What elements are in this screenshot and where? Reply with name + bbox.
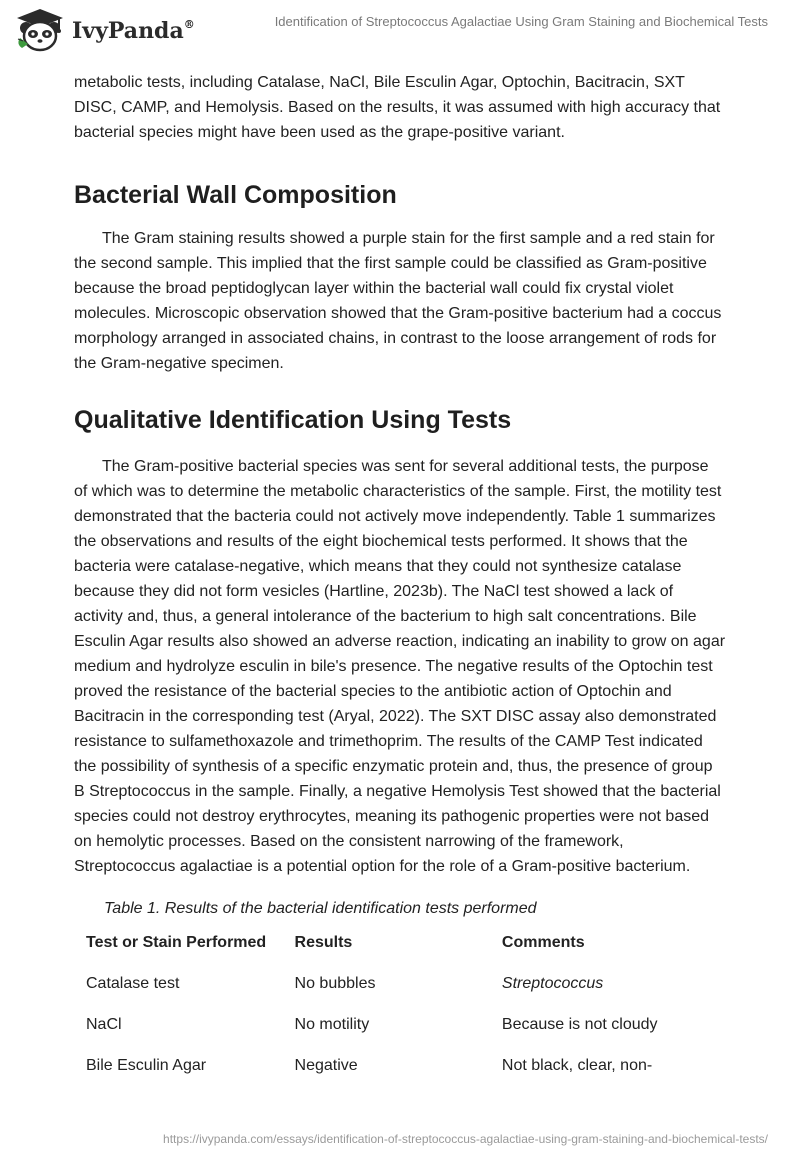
ivypanda-logo[interactable]	[14, 8, 195, 52]
section-heading-qualitative-identification: Qualitative Identification Using Tests	[74, 406, 512, 434]
results-table	[74, 934, 726, 1098]
table-cell: Because is not cloudy	[501, 1016, 658, 1033]
table-header-cell: Results	[294, 934, 353, 951]
table-cell: Not black, clear, non-	[501, 1057, 653, 1074]
table-header-cell: Test or Stain Performed	[86, 934, 267, 951]
brand-name: IvyPanda®	[72, 17, 195, 44]
section-heading-wall-composition: Bacterial Wall Composition	[74, 181, 397, 209]
source-url-link[interactable]: https://ivypanda.com/essays/identification-of-streptococcus-agalactiae-using-gram-staining-and-biochemical-tests/	[163, 1132, 768, 1146]
qualitative-identification-paragraph: The Gram-positive bacterial species was sent for several additional tests, the purpose of which was to determine the metabolic characteristics of the sample. First, the motility test demonstrated that the bacteria could not actively move independently. Table 1 summarizes the observations and results of the eight biochemical tests performed. It shows that the bacteria were catalase-negative, which means that they could not synthesize catalase because they did not form vesicles (Hartline, 2023b). The NaCl test showed a lack of activity and, thus, a general intolerance of the bacterium to high salt concentrations. Bile Esculin Agar results also showed an adverse reaction, indicating an inability to grow on agar medium and hydrolyze esculin in bile's presence. The negative results of the Optochin test proved the resistance of the bacterial species to the antibiotic action of Optochin and Bacitracin in the corresponding test (Aryal, 2022). The SXT DISC assay also demonstrated resistance to sulfamethoxazole and trimethoprim. The results of the CAMP Test indicated the possibility of synthesis of a specific enzymatic protein and, thus, the presence of group B Streptococcus in the sample. Finally, a negative Hemolysis Test showed that the bacterial species could not destroy erythrocytes, meaning its pathogenic properties were not based on hemolytic processes. Based on the consistent narrowing of the framework, Streptococcus agalactiae is a potential option for the role of a Gram-positive bacterium.	[74, 458, 726, 875]
panda-graduate-icon	[14, 8, 66, 52]
wall-composition-paragraph: The Gram staining results showed a purple stain for the first sample and a red stain for the second sample. This implied that the first sample could be classified as Gram-positive because the broad peptidoglycan layer within the bacterial wall could fix crystal violet molecules. Microscopic observation showed that the Gram-positive bacterium had a coccus morphology arranged in associated chains, in contrast to the loose arrangement of rods for the Gram-negative specimen.	[74, 230, 722, 372]
page-header	[0, 0, 800, 60]
table-row	[74, 1016, 726, 1057]
table-cell: No bubbles	[294, 975, 376, 992]
table-cell: Catalase test	[86, 975, 180, 992]
table-header-row	[74, 934, 726, 975]
table-row	[74, 975, 726, 1016]
table-cell: NaCl	[86, 1016, 122, 1033]
table-cell: Bile Esculin Agar	[86, 1057, 207, 1074]
intro-paragraph: metabolic tests, including Catalase, NaCl, Bile Esculin Agar, Optochin, Bacitracin, SXT DISC, CAMP, and Hemolysis. Based on the results, it was assumed with high accuracy that bacterial species might have been used as the grape-positive variant.	[74, 74, 721, 141]
table-cell: No motility	[294, 1016, 370, 1033]
table-cell: Streptococcus	[501, 975, 604, 992]
essay-content	[74, 70, 726, 1098]
table-cell: Negative	[294, 1057, 358, 1074]
document-title: Identification of Streptococcus Agalactiae Using Gram Staining and Biochemical Tests	[274, 14, 768, 29]
table-header-cell: Comments	[501, 934, 585, 951]
table-row	[74, 1057, 726, 1098]
table-caption: Table 1. Results of the bacterial identification tests performed	[104, 900, 537, 917]
